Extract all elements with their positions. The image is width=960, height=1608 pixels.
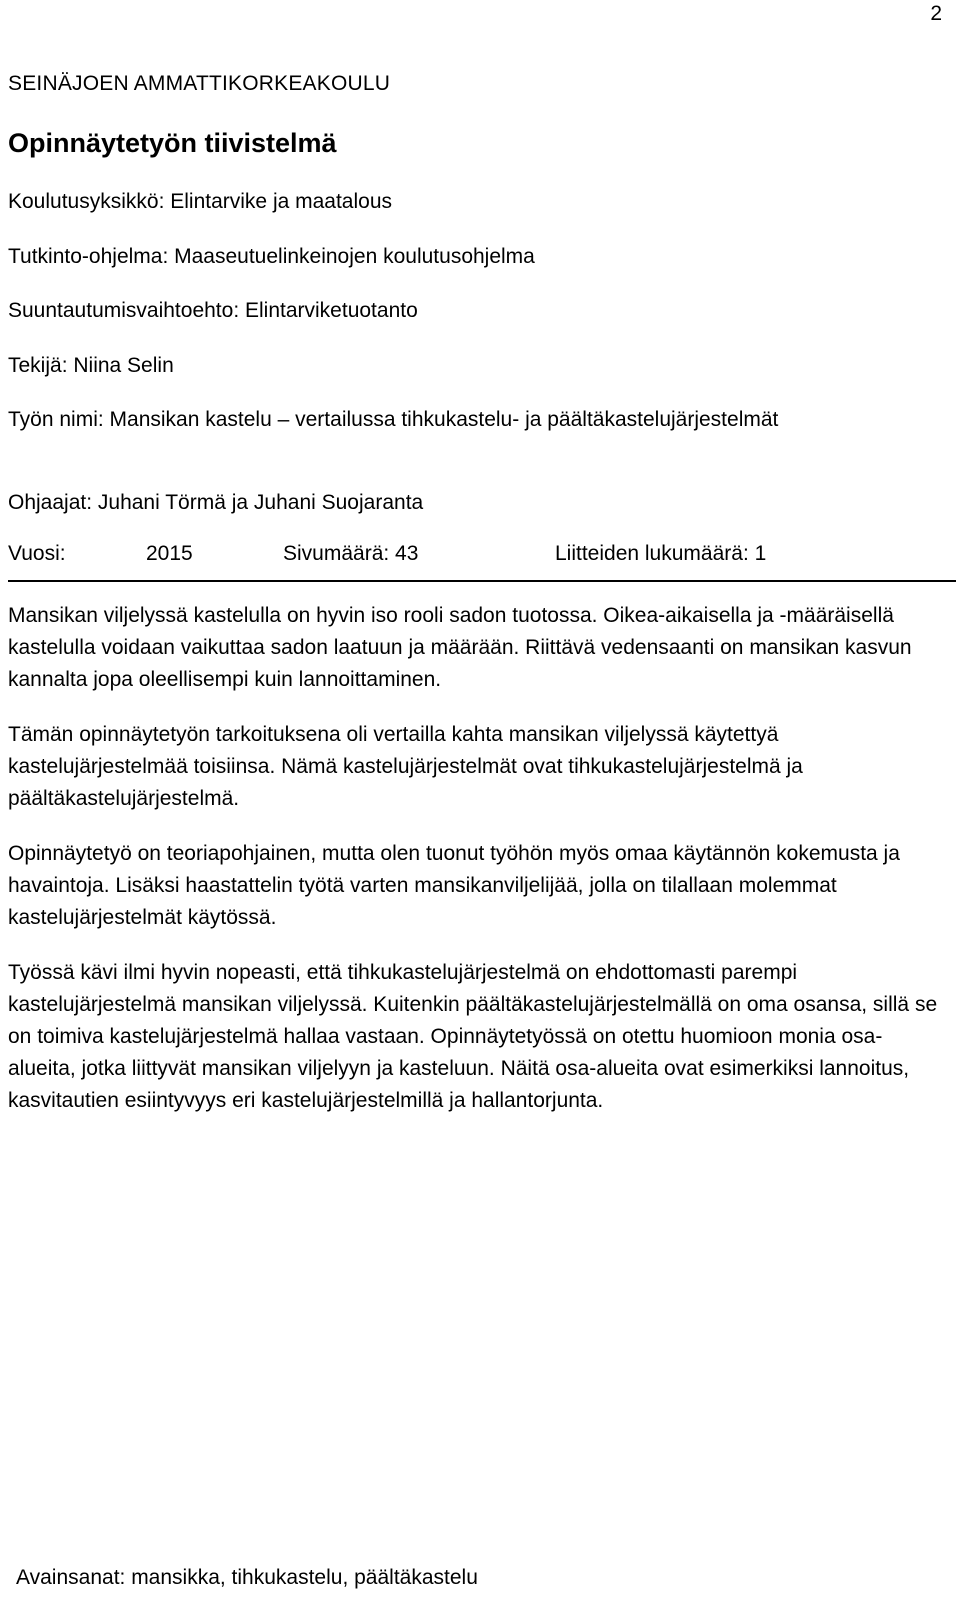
abstract-paragraph: Tämän opinnäytetyön tarkoituksena oli vertailla kahta mansikan viljelyssä käytettyä kastelujärjestelmää toisiinsa. Nämä kastelujärjestelmät ovat tihkukastelujärjestelmä ja päältäkastelujärjestelmä. <box>8 723 803 810</box>
meta-author: Tekijä: Niina Selin <box>8 354 174 377</box>
year-label: Vuosi: <box>8 542 66 565</box>
school-name: SEINÄJOEN AMMATTIKORKEAKOULU <box>8 72 391 95</box>
stats-row <box>8 542 956 582</box>
meta-orientation: Suuntautumisvaihtoehto: Elintarviketuotanto <box>8 299 418 322</box>
abstract-body <box>8 600 948 1140</box>
attachment-count: Liitteiden lukumäärä: 1 <box>555 542 767 565</box>
keywords: Avainsanat: mansikka, tihkukastelu, päältäkastelu <box>16 1566 478 1589</box>
abstract-paragraph: Opinnäytetyö on teoriapohjainen, mutta olen tuonut työhön myös omaa käytännön kokemusta ja havaintoja. Lisäksi haastattelin työtä varten mansikanviljelijää, jolla on tilallaan molemmat kastelujärjestelmät käytössä. <box>8 842 900 929</box>
abstract-paragraph: Mansikan viljelyssä kastelulla on hyvin iso rooli sadon tuotossa. Oikea-aikaisella ja -määräisellä kastelulla voidaan vaikuttaa sadon laatuun ja määrään. Riittävä vedensaanti on mansikan kasvun kannalta jopa oleellisempi kuin lannoittaminen. <box>8 604 912 691</box>
meta-unit: Koulutusyksikkö: Elintarvike ja maatalous <box>8 190 393 213</box>
meta-supervisors: Ohjaajat: Juhani Törmä ja Juhani Suojaranta <box>8 491 424 514</box>
page-number: 2 <box>930 2 942 25</box>
meta-work-title: Työn nimi: Mansikan kastelu – vertailussa tihkukastelu- ja päältäkastelujärjestelmät <box>8 408 779 431</box>
meta-program: Tutkinto-ohjelma: Maaseutuelinkeinojen koulutusohjelma <box>8 245 535 268</box>
abstract-paragraph: Työssä kävi ilmi hyvin nopeasti, että tihkukastelujärjestelmä on ehdottomasti parempi kastelujärjestelmä mansikan viljelyssä. Kuitenkin päältäkastelujärjestelmällä on oma osansa, sillä se on toimiva kastelujärjestelmä hallaa vastaan. Opinnäytetyössä on otettu huomioon monia osa-alueita, jotka liittyvät mansikan viljelyyn ja kasteluun. Näitä osa-alueita ovat esimerkiksi lannoitus, kasvitautien esiintyvyys eri kastelujärjestelmillä ja hallantorjunta. <box>8 961 938 1112</box>
page-title: Opinnäytetyön tiivistelmä <box>8 128 337 158</box>
page-count: Sivumäärä: 43 <box>283 542 419 565</box>
year-value: 2015 <box>146 542 193 565</box>
